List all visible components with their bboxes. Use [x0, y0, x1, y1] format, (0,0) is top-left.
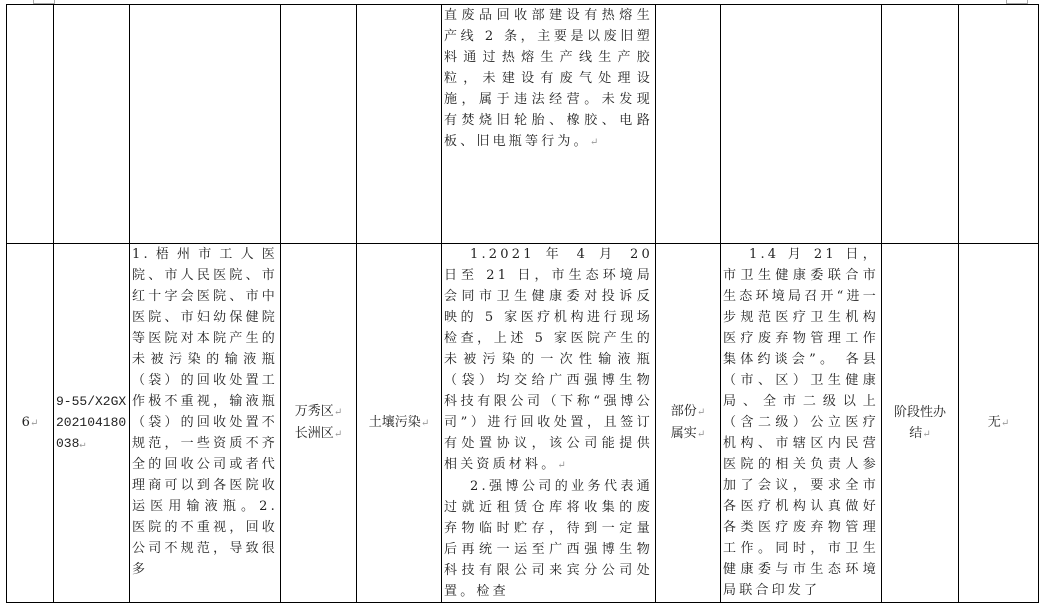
- cell-verdict: [656, 5, 721, 244]
- paragraph-mark-icon: ↵: [1000, 418, 1010, 429]
- cell-accountability: [959, 5, 1039, 244]
- findings-text: 直废品回收部建设有热熔生产线 2 条，主要是以废旧塑料通过热熔生产线生产胶粒，未建设有废气处理设施，属于违法经营。未发现有焚烧旧轮胎、橡胶、电路板、旧电瓶等行为。: [444, 8, 653, 149]
- cell-findings: [442, 244, 656, 603]
- cell-complaint: [130, 5, 281, 244]
- cell-status: [882, 5, 959, 244]
- paragraph-mark-icon: ↵: [79, 439, 86, 451]
- paragraph-mark-icon: ↵: [333, 407, 343, 418]
- accountability-text: 无: [987, 415, 1001, 430]
- cell-type: [357, 5, 442, 244]
- paragraph-mark-icon: ↵: [557, 460, 566, 471]
- table-row: [7, 5, 1039, 244]
- paragraph-mark-icon: ↵: [29, 418, 39, 429]
- complaint-table: [6, 4, 1039, 603]
- findings-paragraph: 1.2021 年 4 月 20 日至 21 日，市生态环境局会同市卫生健康委对投诉反映的 5 家医疗机构进行现场检查，上述 5 家医院产生的未被污染的一次性输液瓶（袋）均交给广西强博生物科技有限公司（下称“强博公司”）进行回收处置，且签订有处置协议，该公司能提供相关资质材料。↵: [444, 247, 653, 472]
- cell-accountability: [959, 244, 1039, 603]
- paragraph-mark-icon: ↵: [696, 407, 706, 418]
- paragraph-mark-icon: ↵: [333, 429, 343, 440]
- cell-status: [882, 244, 959, 603]
- district-line: 长洲区↵: [294, 426, 343, 441]
- verdict-line: 属实↵: [670, 426, 706, 441]
- row-number: 6: [21, 415, 30, 430]
- cell-district: [281, 244, 357, 603]
- district-line: 万秀区↵: [294, 404, 343, 419]
- status-text: 阶段性办结: [893, 404, 946, 441]
- cell-verdict: [656, 244, 721, 603]
- cell-handling: 1.4 月 21 日，市卫生健康委联合市生态环境局召开“进一步规范医疗卫生机构医疗废弃物管理工作集体约谈会”。 各县（市、区）卫生健康局、全市二级以上（含二级）公立医疗机构、市辖区内民营医院的相关负责人参加了会议，要求全市各医疗机构认真做好各类医疗废弃物管理工作。同时，市卫生健康委与市生态环境局联合印发了: [721, 244, 882, 603]
- cell-code: [54, 5, 130, 244]
- cell-handling: [721, 5, 882, 244]
- pollution-type: 土壤污染: [368, 415, 421, 430]
- cell-findings: [442, 5, 656, 244]
- paragraph-mark-icon: ↵: [922, 428, 931, 440]
- table-row: [7, 244, 1039, 603]
- cell-type: [357, 244, 442, 603]
- complaint-code: 9-55/X2GX202104180038: [56, 393, 127, 451]
- cell-complaint: 1.梧州市工人医院、市人民医院、市红十字会医院、市中医院、市妇幼保健院等医院对本院产生的未被污染的输液瓶（袋）的回收处置工作极不重视，输液瓶（袋）的回收处置不规范，一些资质不齐全的回收公司或者代理商可以到各医院收运医用输液瓶。2.医院的不重视，回收公司不规范，导致很多: [130, 244, 281, 603]
- cell-no: [7, 244, 54, 603]
- cell-district: [281, 5, 357, 244]
- verdict-line: 部份↵: [670, 404, 706, 419]
- paragraph-mark-icon: ↵: [696, 429, 706, 440]
- findings-paragraph: 2.强博公司的业务代表通过就近租赁仓库将收集的废弃物临时贮存，待到一定量后再统一运至广西强博生物科技有限公司来宾分公司处置。检查: [444, 479, 653, 599]
- paragraph-mark-icon: ↵: [589, 137, 599, 148]
- cell-code: [54, 244, 130, 603]
- paragraph-mark-icon: ↵: [420, 418, 430, 429]
- cell-no: [7, 5, 54, 244]
